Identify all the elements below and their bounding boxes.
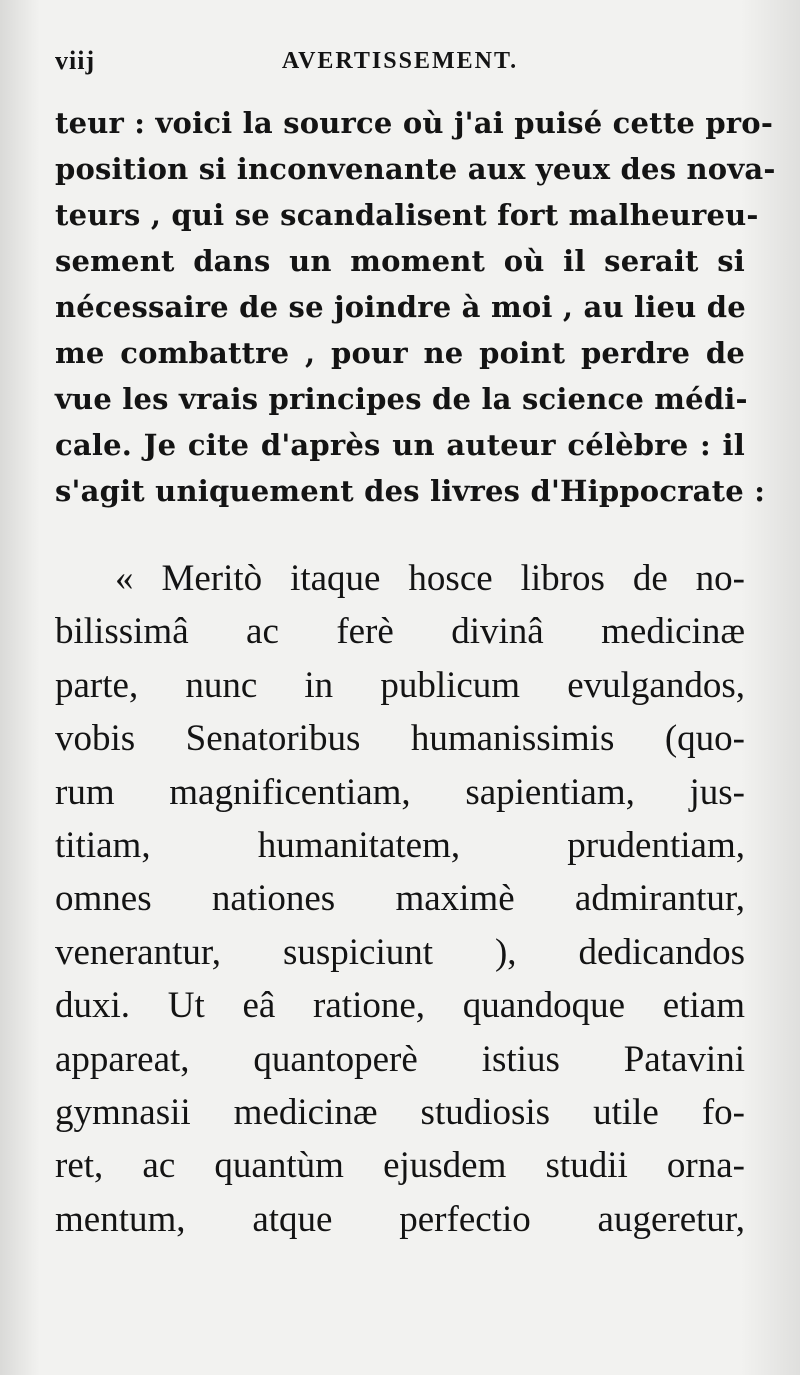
french-paragraph — [55, 100, 776, 514]
quote-line: mentum, atque perfectio augeretur, — [55, 1198, 745, 1240]
text-line: teurs , qui se scandalisent fort malheureu- — [55, 198, 759, 232]
running-title: AVERTISSEMENT. — [281, 48, 519, 74]
text-line: s'agit uniquement des livres d'Hippocrate : — [55, 474, 766, 508]
text-line: me combattre , pour ne point perdre de — [55, 336, 745, 370]
quote-line: bilissimâ ac ferè divinâ medicinæ — [55, 611, 745, 653]
quote-line: vobis Senatoribus humanissimis (quo- — [55, 718, 745, 760]
latin-quote — [55, 552, 745, 1246]
quote-line: venerantur, suspiciunt ), dedicandos — [55, 931, 745, 973]
quote-line: titiam, humanitatem, prudentiam, — [55, 825, 745, 867]
quote-line: gymnasii medicinæ studiosis utile fo- — [55, 1092, 745, 1134]
text-line: teur : voici la source où j'ai puisé cette pro- — [55, 106, 774, 140]
text-line: vue les vrais principes de la science médi- — [55, 382, 748, 416]
page-header — [55, 46, 745, 86]
text-line: cale. Je cite d'après un auteur célèbre : il — [55, 428, 745, 462]
quote-line: rum magnificentiam, sapientiam, jus- — [55, 771, 745, 813]
text-line: sement dans un moment où il serait si — [55, 244, 745, 278]
quote-line: ret, ac quantùm ejusdem studii orna- — [55, 1145, 745, 1187]
text-line: nécessaire de se joindre à moi , au lieu de — [55, 290, 746, 324]
quote-line: appareat, quantoperè istius Patavini — [55, 1038, 745, 1080]
quote-line: « Meritò itaque hosce libros de no- — [115, 558, 745, 599]
quote-line: parte, nunc in publicum evulgandos, — [55, 664, 745, 706]
quote-line: duxi. Ut eâ ratione, quandoque etiam — [55, 985, 745, 1027]
quote-line: omnes nationes maximè admirantur, — [55, 878, 745, 920]
text-line: position si inconvenante aux yeux des nova- — [55, 152, 776, 186]
page-number: viij — [55, 46, 96, 75]
